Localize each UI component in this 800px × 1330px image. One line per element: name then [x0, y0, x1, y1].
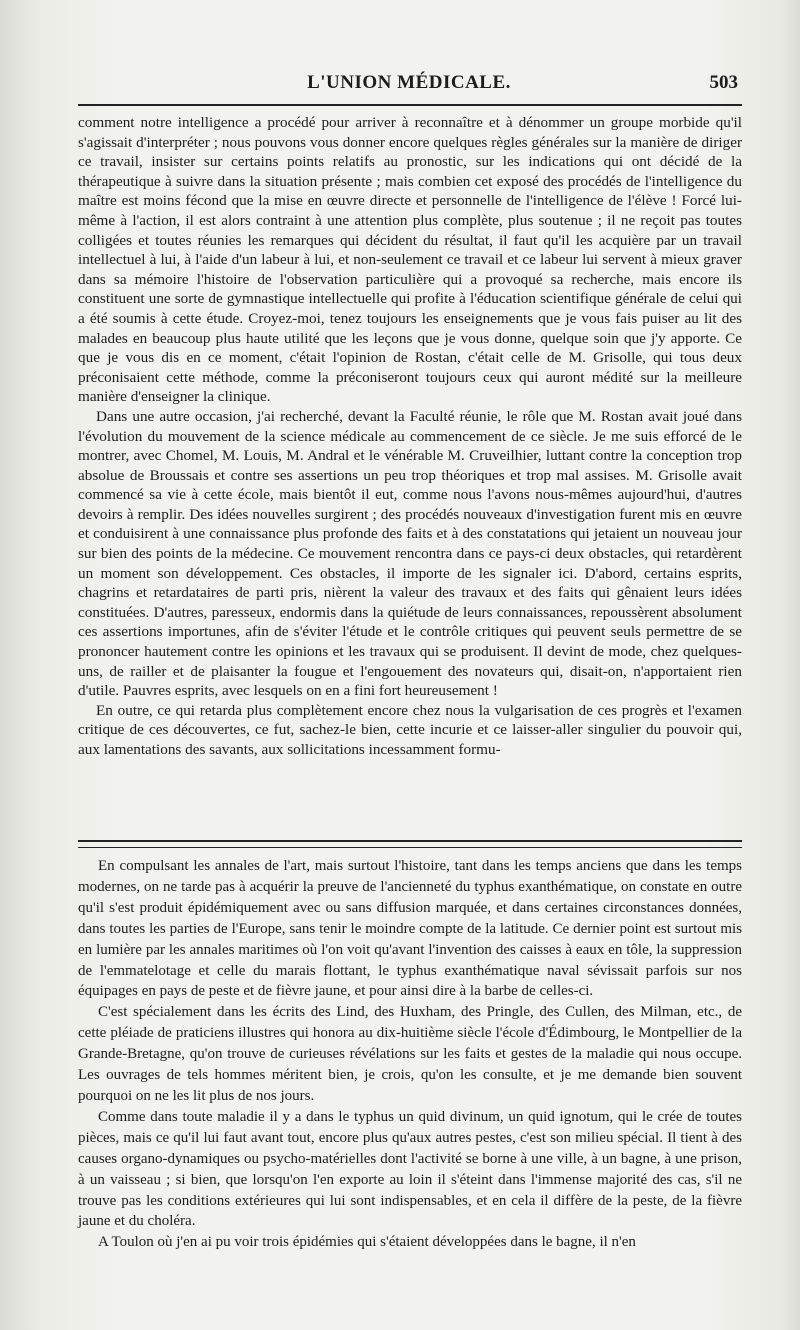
running-header — [78, 72, 740, 98]
section-divider — [78, 840, 742, 848]
page-number: 503 — [709, 72, 738, 93]
lower-paragraph-1: En compulsant les annales de l'art, mais surtout l'histoire, tant dans les temps anciens que dans les temps modernes, on ne tarde pas à acquérir la preuve de l'ancienneté du typhus exanthématique, on constate en outre qu'il s'est produit épidémiquement avec ou sans diffusion marquée, et dans certaines circonstances données, dans toutes les parties de l'Europe, sans tenir le moindre compte de la latitude. Ce dernier point est surtout mis en lumière par les annales maritimes où l'on voit qu'avant l'invention des caisses à eaux en tôle, la suppression de l'emmatelotage et celle du marais flottant, le typhus exanthématique naval sévissait parfois sur nos équipages en pays de peste et de fièvre jaune, et pour ainsi dire à la barbe de celles-ci. — [78, 858, 742, 1000]
upper-paragraph-2: Dans une autre occasion, j'ai recherché, devant la Faculté réunie, le rôle que M. Rostan avait joué dans l'évolution du mouvement de la science médicale au commencement de ce siècle. Je me suis efforcé de le montrer, avec Chomel, M. Louis, M. Andral et le vénérable M. Cruveilhier, luttant contre la conception trop absolue de Broussais et contre ses assertions un peu trop théoriques et trop mal assises. M. Grisolle avait commencé sa vie à cette école, mais bientôt il eut, comme nous l'avons nous-mêmes aujourd'hui, d'autres devoirs à remplir. Des idées nouvelles surgirent ; des procédés nouveaux d'investigation furent mis en œuvre et conduisirent à une connaissance plus profonde des faits et à des constatations qui jetaient un nouveau jour sur bien des points de la médecine. Ce mouvement rencontra dans ce pays-ci deux obstacles, qui retardèrent un moment son développement. Ces obstacles, il importe de les signaler ici. D'abord, certains esprits, chagrins et retardataires de parti pris, nièrent la valeur des travaux et des faits qui gênaient leurs idées constituées. D'autres, paresseux, endormis dans la quiétude de leurs connaissances, repoussèrent absolument ces assertions importunes, afin de s'éviter l'étude et le contrôle critiques qui peuvent seuls permettre de se prononcer hautement contre les opinions et les travaux qui se produisent. Il devint de mode, chez quelques-uns, de railler et de plaisanter la fougue et l'engouement des novateurs qui, disait-on, n'apportaient rien d'utile. Pauvres esprits, avec lesquels on en a fini fort heureusement ! — [78, 407, 742, 700]
lower-paragraph-2: C'est spécialement dans les écrits des Lind, des Huxham, des Pringle, des Cullen, des Milman, etc., de cette pléiade de praticiens illustres qui honora au dix-huitième siècle l'école d'Édimbourg, le Montpellier de la Grande-Bretagne, qu'on trouve de curieuses révélations sur les faits et gestes de la maladie qui nous occupe. Les ouvrages de tels hommes méritent bien, je crois, qu'on les consulte, et je me demande bien souvent pourquoi on ne les lit plus de nos jours. — [78, 1004, 742, 1104]
upper-article — [78, 113, 742, 760]
lower-paragraph-3: Comme dans toute maladie il y a dans le typhus un quid divinum, un quid ignotum, qui le crée de toutes pièces, mais ce qu'il lui faut avant tout, encore plus qu'aux autres pestes, c'est son milieu spécial. Il tient à des causes organo-dynamiques ou psycho-matérielles dont l'activité se borne à une ville, à un bagne, à une prison, à un vaisseau ; si bien, que lorsqu'on l'en exporte au loin il s'éteint dans l'immense majorité des cas, s'il ne trouve pas les conditions extérieures qui lui sont indispensables, et en cela il diffère de la peste, de la fièvre jaune et du choléra. — [78, 1108, 742, 1230]
lower-paragraph-4: A Toulon où j'en ai pu voir trois épidémies qui s'étaient développées dans le bagne, il n'en — [98, 1234, 636, 1251]
header-rule — [78, 104, 742, 106]
upper-paragraph-3: En outre, ce qui retarda plus complètement encore chez nous la vulgarisation de ces progrès et l'examen critique de ces découvertes, ce fut, sachez-le bien, cette incurie et ce laisser-aller singulier du pouvoir qui, aux lamentations des savants, aux sollicitations incessamment formu- — [78, 701, 742, 758]
journal-title: L'UNION MÉDICALE. — [307, 72, 511, 93]
lower-article — [78, 856, 742, 1253]
upper-paragraph-1: comment notre intelligence a procédé pour arriver à reconnaître et à dénommer un groupe morbide qu'il s'agissait d'interpréter ; nous pouvons vous donner encore quelques règles générales sur la manière de diriger ce travail, insister sur certains points relatifs au pronostic, sur les indications qui ont décidé de la thérapeutique à suivre dans la situation présente ; mais combien cet exposé des procédés de l'intelligence du maître est moins fécond que la mise en œuvre directe et personnelle de l'intelligence de l'élève ! Forcé lui-même à l'action, il est alors contraint à une attention plus complète, plus soutenue ; il ne reçoit pas toutes colligées et toutes réunies les remarques qui décident du résultat, il faut qu'il les acquière par un travail intellectuel à lui, à l'aide d'un labeur à lui, et non-seulement ce travail et ce labeur lui servent à mieux graver dans sa mémoire l'histoire de l'observation particulière qui a provoqué sa recherche, mais encore ils constituent une sorte de gymnastique intellectuelle qui profite à l'éducation scientifique générale de celui qui a été soumis à cette étude. Croyez-moi, tenez toujours les enseignements que je vous fais puiser au lit des malades en beaucoup plus haute utilité que les leçons que je vous donne, quelque soin que j'y apporte. Ce que je vous dis en ce moment, c'était l'opinion de Rostan, c'était celle de M. Grisolle, qui tous deux préconisaient cette méthode, comme la préconiseront toujours ceux qui auront médité sur la meilleure manière d'enseigner la clinique. — [78, 114, 742, 406]
